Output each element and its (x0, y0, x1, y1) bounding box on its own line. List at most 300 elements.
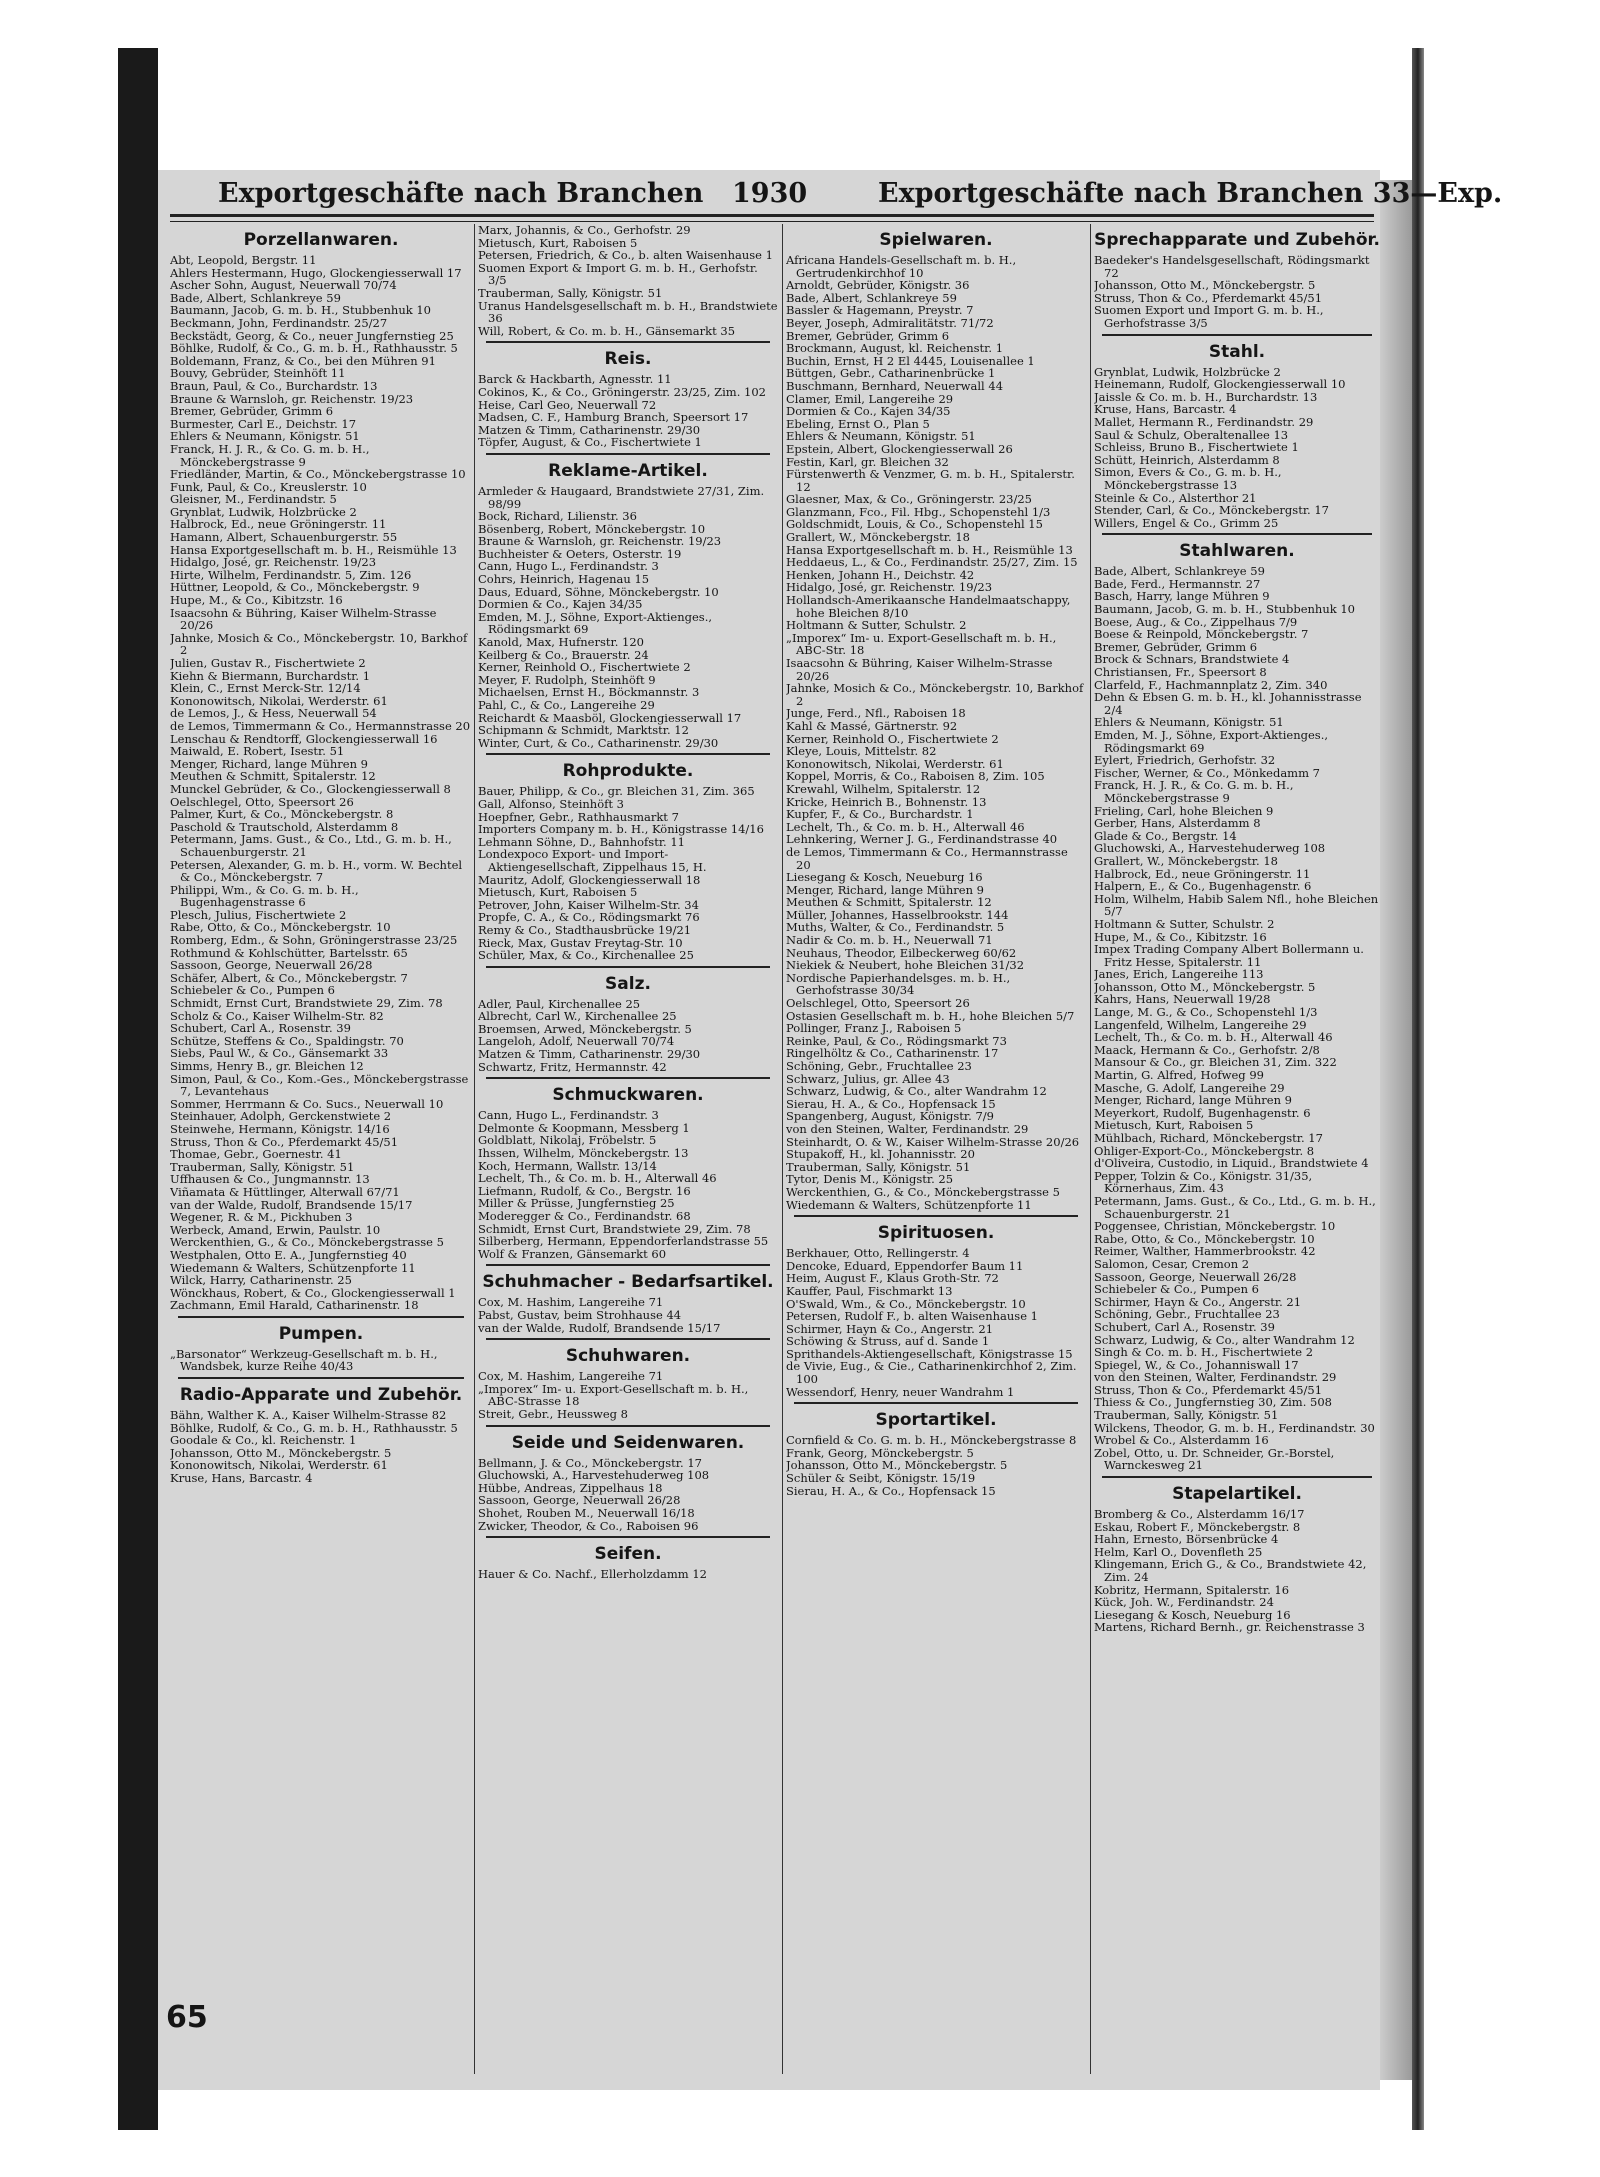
section-rule (486, 1536, 770, 1538)
section-rule (486, 1264, 770, 1266)
directory-entry: Werbeck, Amand, Erwin, Paulstr. 10 (170, 1222, 381, 1237)
directory-entry: Hoepfner, Gebr., Rathhausmarkt 7 (478, 809, 679, 824)
directory-entry: Ebeling, Ernst O., Plan 5 (786, 416, 930, 431)
directory-entry: Buschmann, Bernhard, Neuerwall 44 (786, 378, 1004, 393)
directory-entry: Schubert, Carl A., Rosenstr. 39 (1094, 1319, 1275, 1334)
directory-entry: Isaacsohn & Bühring, Kaiser Wilhelm-Strasse 20/26 (170, 605, 437, 633)
section-rule (794, 1402, 1078, 1404)
directory-entry: Büttgen, Gebr., Catharinenbrücke 1 (786, 366, 996, 381)
directory-entry: Mauritz, Adolf, Glockengiesserwall 18 (478, 872, 701, 887)
directory-entry: Emden, M. J., Söhne, Export-Aktienges., Rödingsmarkt 69 (1094, 728, 1329, 755)
directory-entry: Hansa Exportgesellschaft m. b. H., Reismühle 13 (786, 542, 1073, 557)
directory-entry: Eylert, Friedrich, Gerhofstr. 32 (1094, 753, 1276, 768)
directory-entry: Liesegang & Kosch, Neueburg 16 (1094, 1607, 1291, 1622)
directory-entry: Beckstädt, Georg, & Co., neuer Jungfernstieg 25 (170, 328, 454, 343)
directory-entry: Grynblat, Ludwik, Holzbrücke 2 (1094, 364, 1281, 379)
section-rule (486, 1338, 770, 1340)
directory-entry: Ihssen, Wilhelm, Mönckebergstr. 13 (478, 1146, 689, 1161)
directory-entry: Kruse, Hans, Barcastr. 4 (170, 1471, 313, 1486)
directory-entry: Kricke, Heinrich B., Bohnenstr. 13 (786, 794, 987, 809)
directory-entry: Kanold, Max, Hufnerstr. 120 (478, 635, 644, 650)
directory-entry: Eskau, Robert F., Mönckebergstr. 8 (1094, 1519, 1301, 1534)
directory-entry: Schirmer, Hayn & Co., Angerstr. 21 (1094, 1294, 1302, 1309)
column-4 (1094, 224, 1380, 2084)
directory-entry: Fürstenwerth & Venzmer, G. m. b. H., Spitalerstr. 12 (786, 467, 1075, 494)
directory-entry: Meyerkort, Rudolf, Bugenhagenstr. 6 (1094, 1105, 1311, 1120)
directory-entry: Reimer, Walther, Hammerbrookstr. 42 (1094, 1244, 1316, 1259)
directory-entry: Londexpoco Export- und Import-Aktiengesellschaft, Zippelhaus 15, H. (478, 847, 707, 874)
section-title: Stapelartikel. (1172, 1484, 1302, 1505)
directory-entry: Glade & Co., Bergstr. 14 (1094, 828, 1237, 843)
directory-entry: Bähn, Walther K. A., Kaiser Wilhelm-Strasse 82 (170, 1408, 447, 1423)
directory-entry: Brock & Schnars, Brandstwiete 4 (1094, 652, 1290, 667)
directory-entry: Bade, Ferd., Hermannstr. 27 (1094, 576, 1261, 591)
directory-entry: Clarfeld, F., Hachmannplatz 2, Zim. 340 (1094, 677, 1328, 692)
directory-entry: Stender, Carl, & Co., Mönckebergstr. 17 (1094, 503, 1329, 518)
directory-entry: Wolf & Franzen, Gänsemarkt 60 (478, 1246, 667, 1261)
directory-entry: Steinhardt, O. & W., Kaiser Wilhelm-Strasse 20/26 (786, 1134, 1080, 1149)
directory-entry: Lange, M. G., & Co., Schopenstehl 1/3 (1094, 1005, 1318, 1020)
directory-entry: Klein, C., Ernst Merck-Str. 12/14 (170, 681, 361, 696)
directory-entry: Struss, Thon & Co., Pferdemarkt 45/51 (1094, 290, 1323, 305)
directory-entry: Beckmann, John, Ferdinandstr. 25/27 (170, 315, 388, 330)
directory-entry: Gerber, Hans, Alsterdamm 8 (1094, 816, 1261, 831)
directory-entry: Julien, Gustav R., Fischertwiete 2 (170, 656, 366, 670)
directory-entry: Schirmer, Hayn & Co., Angerstr. 21 (786, 1321, 994, 1336)
directory-entry: Janes, Erich, Langereihe 113 (1094, 967, 1264, 982)
header-right-title: Exportgeschäfte nach Branchen 33—Exp. (878, 178, 1503, 209)
directory-entry: Tytor, Denis M., Königstr. 25 (786, 1172, 954, 1187)
directory-entry: O'Swald, Wm., & Co., Mönckebergstr. 10 (786, 1296, 1026, 1311)
header-rule (170, 214, 1374, 222)
section-title: Porzellanwaren. (243, 230, 399, 250)
directory-entry: Lehnkering, Werner J. G., Ferdinandstrasse 40 (786, 832, 1058, 847)
directory-entry: Poggensee, Christian, Mönckebergstr. 10 (1094, 1219, 1336, 1234)
directory-entry: Gleisner, M., Ferdinandstr. 5 (170, 492, 337, 507)
section-title: Pumpen. (278, 1323, 364, 1344)
directory-entry: Bade, Albert, Schlankreye 59 (786, 290, 957, 305)
directory-entry: Johansson, Otto M., Mönckebergstr. 5 (1094, 278, 1316, 293)
column-1 (170, 224, 472, 2084)
directory-entry: Henken, Johann H., Deichstr. 42 (786, 567, 975, 582)
directory-entry: Lechelt, Th., & Co. m. b. H., Alterwall 46 (478, 1171, 717, 1186)
directory-entry: Sprithandels-Aktiengesellschaft, Königstrasse 15 (786, 1346, 1073, 1361)
directory-entry: Schütt, Heinrich, Alsterdamm 8 (1094, 452, 1280, 467)
directory-entry: Bellmann, J. & Co., Mönckebergstr. 17 (478, 1455, 702, 1470)
directory-entry: Trauberman, Sally, Königstr. 51 (170, 1159, 355, 1174)
directory-entry: Christiansen, Fr., Speersort 8 (1094, 665, 1267, 680)
directory-entry: Meuthen & Schmitt, Spitalerstr. 12 (786, 895, 992, 910)
directory-entry: Wilckens, Theodor, G. m. b. H., Ferdinandstr. 30 (1094, 1420, 1375, 1435)
directory-entry: Schöning, Gebr., Fruchtallee 23 (786, 1059, 972, 1073)
directory-entry: Spiegel, W., & Co., Johanniswall 17 (1094, 1357, 1299, 1372)
directory-entry: Muths, Walter, & Co., Ferdinandstr. 5 (786, 920, 1005, 935)
directory-entry: Bade, Albert, Schlankreye 59 (1094, 564, 1265, 579)
directory-entry: Silberberg, Hermann, Eppendorferlandstrasse 55 (478, 1234, 769, 1249)
section-title: Schuhmacher - Bedarfsartikel. (482, 1272, 774, 1293)
directory-entry: Viñamata & Hüttlinger, Alterwall 67/71 (170, 1184, 400, 1199)
directory-entry: Junge, Ferd., Nfl., Raboisen 18 (786, 706, 966, 721)
header-left-title: Exportgeschäfte nach Branchen (218, 178, 704, 209)
section-rule (486, 966, 770, 968)
directory-entry: Langenfeld, Wilhelm, Langereihe 29 (1094, 1017, 1307, 1032)
directory-entry: Wessendorf, Henry, neuer Wandrahm 1 (786, 1384, 1015, 1399)
section-title: Salz. (605, 973, 651, 994)
scan-binding-shadow (118, 48, 158, 2130)
directory-entry: Ehlers & Neumann, Königstr. 51 (786, 429, 976, 444)
directory-entry: Trauberman, Sally, Königstr. 51 (1094, 1408, 1279, 1423)
directory-entry: Oelschlegel, Otto, Speersort 26 (786, 996, 970, 1011)
section-rule (1102, 533, 1372, 535)
section-title: Sportartikel. (875, 1410, 997, 1431)
directory-entry: Hidalgo, José, gr. Reichenstr. 19/23 (170, 555, 377, 570)
directory-entry: Bösenberg, Robert, Mönckebergstr. 10 (478, 521, 706, 536)
directory-entry: Palmer, Kurt, & Co., Mönckebergstr. 8 (170, 807, 394, 822)
directory-entry: Hauer & Co. Nachf., Ellerholzdamm 12 (478, 1567, 707, 1582)
directory-entry: Philippi, Wm., & Co. G. m. b. H., Bugenhagenstrasse 6 (170, 882, 359, 910)
directory-entry: Heddaeus, L., & Co., Ferdinandstr. 25/27, Zim. 15 (786, 555, 1078, 570)
directory-entry: Burmester, Carl E., Deichstr. 17 (170, 416, 357, 431)
directory-entry: Michaelsen, Ernst H., Böckmannstr. 3 (478, 685, 700, 700)
directory-entry: Kauffer, Paul, Fischmarkt 13 (786, 1283, 953, 1298)
directory-entry: Plesch, Julius, Fischertwiete 2 (170, 907, 347, 922)
section-rule (1102, 334, 1372, 336)
directory-entry: Franck, H. J. R., & Co. G. m. b. H., Mönckebergstrasse 9 (1094, 778, 1294, 805)
directory-entry: Mansour & Co., gr. Bleichen 31, Zim. 322 (1094, 1055, 1337, 1070)
directory-entry: Buchheister & Oeters, Osterstr. 19 (478, 546, 682, 561)
directory-entry: von den Steinen, Walter, Ferdinandstr. 29 (786, 1121, 1029, 1136)
directory-page (158, 170, 1503, 2090)
directory-entry: Sassoon, George, Neuerwall 26/28 (1094, 1269, 1297, 1284)
directory-entry: Mietusch, Kurt, Raboisen 5 (1094, 1118, 1254, 1133)
section-rule (178, 1316, 464, 1318)
section-rule (178, 1377, 464, 1379)
directory-entry: Wiedemann & Walters, Schützenpforte 11 (786, 1197, 1032, 1212)
directory-entry: Hollandsch-Amerikaansche Handelmaatschappy, hohe Bleichen 8/10 (786, 593, 1071, 620)
directory-entry: Holtmann & Sutter, Schulstr. 2 (1094, 916, 1275, 931)
directory-entry: Mühlbach, Richard, Mönckebergstr. 17 (1094, 1131, 1323, 1145)
directory-entry: Goldschmidt, Louis, & Co., Schopenstehl 15 (786, 517, 1043, 532)
directory-entry: Schwarz, Ludwig, & Co., alter Wandrahm 12 (786, 1084, 1047, 1099)
directory-entry: Petrover, John, Kaiser Wilhelm-Str. 34 (478, 897, 699, 912)
directory-entry: Hahn, Ernesto, Börsenbrücke 4 (1094, 1532, 1279, 1547)
directory-entry: Johansson, Otto M., Mönckebergstr. 5 (786, 1458, 1008, 1473)
directory-entry: Trauberman, Sally, Königstr. 51 (786, 1159, 971, 1174)
directory-entry: Simon, Paul, & Co., Kom.-Ges., Mönckebergstrasse 7, Levantehaus (170, 1071, 469, 1099)
directory-entry: Dormien & Co., Kajen 34/35 (786, 404, 951, 419)
directory-entry: Heim, August F., Klaus Groth-Str. 72 (786, 1271, 999, 1286)
directory-entry: Koppel, Morris, & Co., Raboisen 8, Zim. 105 (786, 769, 1045, 784)
directory-entry: Steinle & Co., Alsterthor 21 (1094, 490, 1257, 505)
directory-entry: Bade, Albert, Schlankreye 59 (170, 290, 341, 305)
directory-entry: Paschold & Trautschold, Alsterdamm 8 (170, 819, 399, 834)
directory-entry: Ahlers Hestermann, Hugo, Glockengiesserwall 17 (170, 265, 462, 280)
directory-entry: Grallert, W., Mönckebergstr. 18 (1094, 853, 1278, 868)
directory-entry: Lenschau & Rendtorff, Glockengiesserwall 16 (170, 731, 438, 746)
directory-entry: Krewahl, Wilhelm, Spitalerstr. 12 (786, 781, 981, 796)
directory-entry: Ehlers & Neumann, Königstr. 51 (170, 429, 360, 444)
directory-entry: Willers, Engel & Co., Grimm 25 (1094, 515, 1279, 530)
directory-entry: Frieling, Carl, hohe Bleichen 9 (1094, 803, 1274, 818)
directory-entry: Zachmann, Emil Harald, Catharinenstr. 18 (170, 1298, 419, 1313)
section-rule (486, 1077, 770, 1079)
directory-entry: Pahl, C., & Co., Langereihe 29 (478, 698, 655, 712)
header-year: 1930 (732, 178, 808, 209)
directory-entry: Singh & Co. m. b. H., Fischertwiete 2 (1094, 1345, 1314, 1360)
section-title: Sprechapparate und Zubehör. (1094, 230, 1380, 250)
directory-entry: Schütze, Steffens & Co., Spaldingstr. 70 (170, 1033, 404, 1048)
directory-entry: Salomon, Cesar, Cremon 2 (1094, 1256, 1250, 1271)
directory-entry: Bremer, Gebrüder, Grimm 6 (170, 404, 334, 419)
directory-entry: Bremer, Gebrüder, Grimm 6 (786, 328, 950, 343)
directory-entry: Müller, Johannes, Hasselbrookstr. 144 (786, 907, 1009, 922)
directory-entry: Wegener, R. & M., Pickhuben 3 (170, 1210, 353, 1225)
section-rule (486, 1425, 770, 1427)
directory-entry: Westphalen, Otto E. A., Jungfernstieg 40 (170, 1247, 407, 1262)
directory-entry: Thiess & Co., Jungfernstieg 30, Zim. 508 (1094, 1395, 1332, 1410)
directory-entry: Suomen Export & Import G. m. b. H., Gerhofstr. 3/5 (478, 260, 758, 288)
directory-entry: Sierau, H. A., & Co., Hopfensack 15 (786, 1096, 996, 1111)
directory-entry: Ringelhöltz & Co., Catharinenstr. 17 (786, 1046, 999, 1061)
directory-entry: Hupe, M., & Co., Kibitzstr. 16 (1094, 929, 1267, 944)
directory-entry: Marx, Johannis, & Co., Gerhofstr. 29 (478, 224, 691, 237)
directory-entry: Kononowitsch, Nikolai, Werderstr. 61 (786, 756, 1004, 771)
directory-entry: Klingemann, Erich G., & Co., Brandstwiete 42, Zim. 24 (1094, 1557, 1367, 1584)
directory-entry: Buchin, Ernst, H 2 El 4445, Louisenallee 1 (786, 353, 1035, 368)
directory-entry: Cokinos, K., & Co., Gröningerstr. 23/25, Zim. 102 (478, 384, 766, 399)
section-rule (486, 753, 770, 755)
directory-entry: Siebs, Paul W., & Co., Gänsemarkt 33 (170, 1046, 389, 1061)
directory-entry: Gall, Alfonso, Steinhöft 3 (478, 796, 624, 811)
directory-entry: Rothmund & Kohlschütter, Bartelsstr. 65 (170, 945, 408, 960)
directory-entry: Schleiss, Bruno B., Fischertwiete 1 (1094, 440, 1299, 455)
section-title: Radio-Apparate und Zubehör. (179, 1385, 463, 1406)
directory-entry: Hupe, M., & Co., Kibitzstr. 16 (170, 593, 343, 608)
directory-entry: Lehmann Söhne, D., Bahnhofstr. 11 (478, 834, 685, 849)
directory-entry: Halbrock, Ed., neue Gröningerstr. 11 (170, 517, 387, 532)
directory-entry: Halbrock, Ed., neue Gröningerstr. 11 (1094, 866, 1311, 881)
directory-entry: Sassoon, George, Neuerwall 26/28 (170, 958, 373, 973)
directory-entry: Pabst, Gustav, beim Strohhause 44 (478, 1307, 682, 1322)
directory-entry: Martens, Richard Bernh., gr. Reichenstrasse 3 (1094, 1620, 1365, 1635)
directory-entry: Cox, M. Hashim, Langereihe 71 (478, 1369, 664, 1384)
directory-entry: Berkhauer, Otto, Rellingerstr. 4 (786, 1246, 970, 1261)
directory-entry: Emden, M. J., Söhne, Export-Aktienges., Rödingsmarkt 69 (478, 609, 713, 637)
directory-entry: Gluchowski, A., Harvestehuderweg 108 (1094, 841, 1326, 856)
directory-entry: de Lemos, J., & Hess, Neuerwall 54 (170, 706, 377, 721)
directory-entry: Jahnke, Mosich & Co., Mönckebergstr. 10, Barkhof 2 (786, 681, 1084, 708)
directory-entry: Nordische Papierhandelsges. m. b. H., Gerhofstrasse 30/34 (786, 970, 1011, 998)
directory-entry: de Lemos, Timmermann & Co., Hermannstrasse 20 (786, 844, 1068, 872)
scan-right-edge (1412, 48, 1424, 2130)
directory-entry: Mallet, Hermann R., Ferdinandstr. 29 (1094, 414, 1314, 429)
directory-entry: Lechelt, Th., & Co. m. b. H., Alterwall 46 (1094, 1030, 1333, 1045)
directory-entry: Kobritz, Hermann, Spitalerstr. 16 (1094, 1582, 1290, 1597)
directory-entry: Masche, G. Adolf, Langereihe 29 (1094, 1080, 1285, 1095)
directory-entry: Schüler & Seibt, Königstr. 15/19 (786, 1471, 976, 1486)
directory-entry: Kupfer, F., & Co., Burchardstr. 1 (786, 807, 974, 822)
directory-entry: Franck, H. J. R., & Co. G. m. b. H., Mönckebergstrasse 9 (170, 441, 370, 469)
directory-entry: Sommer, Herrmann & Co. Sucs., Neuerwall 10 (170, 1096, 444, 1111)
section-rule (1102, 1476, 1372, 1478)
directory-entry: Werckenthien, G., & Co., Mönckebergstrasse 5 (170, 1235, 444, 1250)
section-title: Spirituosen. (877, 1223, 995, 1244)
directory-entry: „Barsonator“ Werkzeug-Gesellschaft m. b. H., Wandsbek, kurze Reihe 40/43 (170, 1346, 438, 1374)
directory-entry: Shohet, Rouben M., Neuerwall 16/18 (478, 1505, 695, 1520)
directory-entry: Kerner, Reinhold O., Fischertwiete 2 (478, 660, 691, 675)
directory-entry: Miller & Prüsse, Jungfernstieg 25 (478, 1196, 675, 1211)
directory-entry: Pepper, Tolzin & Co., Königstr. 31/35, Körnerhaus, Zim. 43 (1094, 1168, 1313, 1196)
directory-entry: Bouvy, Gebrüder, Steinhöft 11 (170, 366, 346, 381)
directory-entry: Trauberman, Sally, Königstr. 51 (478, 285, 663, 300)
directory-entry: Oelschlegel, Otto, Speersort 26 (170, 794, 354, 809)
directory-entry: Pollinger, Franz J., Raboisen 5 (786, 1021, 962, 1036)
directory-entry: Cornfield & Co. G. m. b. H., Mönckebergstrasse 8 (786, 1433, 1077, 1448)
directory-entry: Schiebeler & Co., Pumpen 6 (170, 983, 335, 998)
directory-entry: Propfe, C. A., & Co., Rödingsmarkt 76 (478, 910, 700, 925)
directory-entry: Baumann, Jacob, G. m. b. H., Stubbenhuk 10 (1094, 602, 1355, 617)
directory-entry: Zwicker, Theodor, & Co., Raboisen 96 (478, 1518, 699, 1533)
directory-entry: Steinhauer, Adolph, Gerckenstwiete 2 (170, 1109, 392, 1124)
directory-entry: Johansson, Otto M., Mönckebergstr. 5 (170, 1445, 392, 1460)
directory-entry: Daus, Eduard, Söhne, Mönckebergstr. 10 (478, 584, 719, 599)
directory-entry: Schiebeler & Co., Pumpen 6 (1094, 1282, 1259, 1297)
directory-entry: Boese, Aug., & Co., Zippelhaus 7/9 (1094, 614, 1298, 629)
section-title: Seifen. (594, 1544, 662, 1565)
directory-entry: Johansson, Otto M., Mönckebergstr. 5 (1094, 979, 1316, 994)
directory-entry: Braun, Paul, & Co., Burchardstr. 13 (170, 378, 378, 393)
directory-entry: Cohrs, Heinrich, Hagenau 15 (478, 572, 650, 587)
column-divider (474, 224, 475, 2074)
directory-entry: Schwartz, Fritz, Hermannstr. 42 (478, 1059, 667, 1074)
directory-entry: Steinwehe, Hermann, Königstr. 14/16 (170, 1121, 390, 1136)
directory-entry: Bromberg & Co., Alsterdamm 16/17 (1094, 1507, 1305, 1522)
directory-entry: Epstein, Albert, Glockengiesserwall 26 (786, 441, 1013, 456)
directory-entry: Broemsen, Arwed, Mönckebergstr. 5 (478, 1021, 692, 1036)
directory-entry: Bremer, Gebrüder, Grimm 6 (1094, 639, 1258, 654)
directory-entry: Gluchowski, A., Harvestehuderweg 108 (478, 1468, 710, 1483)
directory-entry: Uffhausen & Co., Jungmannstr. 13 (170, 1172, 370, 1187)
directory-entry: Koch, Hermann, Wallstr. 13/14 (478, 1158, 657, 1173)
directory-entry: Wrobel & Co., Alsterdamm 16 (1094, 1433, 1269, 1448)
directory-entry: Africana Handels-Gesellschaft m. b. H., Gertrudenkirchhof 10 (786, 253, 1017, 280)
section-title: Rohprodukte. (562, 761, 694, 782)
directory-entry: Madsen, C. F., Hamburg Branch, Speersort 17 (478, 410, 749, 425)
directory-entry: Heise, Carl Geo, Neuerwall 72 (478, 397, 657, 412)
directory-entry: Matzen & Timm, Catharinenstr. 29/30 (478, 1047, 701, 1062)
page-header (158, 170, 1503, 214)
directory-entry: Hübbe, Andreas, Zippelhaus 18 (478, 1480, 663, 1495)
directory-entry: Arnoldt, Gebrüder, Königstr. 36 (786, 278, 970, 293)
directory-entry: Sierau, H. A., & Co., Hopfensack 15 (786, 1483, 996, 1498)
directory-entry: Petersen, Rudolf F., b. alten Waisenhause 1 (786, 1309, 1038, 1324)
directory-entry: d'Oliveira, Custodio, in Liquid., Brandstwiete 4 (1094, 1156, 1369, 1171)
directory-entry: Baumann, Jacob, G. m. b. H., Stubbenhuk 10 (170, 303, 431, 318)
directory-entry: Menger, Richard, lange Mühren 9 (786, 882, 984, 897)
directory-entry: Brockmann, August, kl. Reichenstr. 1 (786, 341, 1004, 356)
directory-entry: Struss, Thon & Co., Pferdemarkt 45/51 (1094, 1382, 1323, 1397)
directory-entry: Friedländer, Martin, & Co., Mönckebergstrasse 10 (170, 467, 466, 482)
directory-entry: van der Walde, Rudolf, Brandsende 15/17 (170, 1197, 413, 1212)
directory-entry: Niekiek & Neubert, hohe Bleichen 31/32 (786, 958, 1025, 973)
directory-entry: Zobel, Otto, u. Dr. Schneider, Gr.-Borstel, Warnckesweg 21 (1094, 1445, 1335, 1473)
directory-entry: Schäfer, Albert, & Co., Mönckebergstr. 7 (170, 970, 408, 985)
directory-entry: Rabe, Otto, & Co., Mönckebergstr. 10 (1094, 1231, 1315, 1246)
directory-entry: Schipmann & Schmidt, Marktstr. 12 (478, 723, 689, 738)
directory-entry: Braune & Warnsloh, gr. Reichenstr. 19/23 (170, 391, 414, 406)
directory-entry: „Imporex“ Im- u. Export-Gesellschaft m. b. H., ABC-Str. 18 (786, 630, 1057, 658)
column-divider (782, 224, 783, 2074)
directory-entry: Frank, Georg, Mönckebergstr. 5 (786, 1445, 974, 1460)
directory-entry: Hansa Exportgesellschaft m. b. H., Reismühle 13 (170, 542, 457, 557)
directory-entry: Romberg, Edm., & Sohn, Gröningerstrasse 23/25 (170, 933, 458, 948)
directory-entry: Maack, Hermann & Co., Gerhofstr. 2/8 (1094, 1042, 1320, 1057)
directory-entry: Rabe, Otto, & Co., Mönckebergstr. 10 (170, 920, 391, 935)
directory-entry: Schmidt, Ernst Curt, Brandstwiete 29, Zim. 78 (170, 996, 443, 1011)
directory-entry: Liefmann, Rudolf, & Co., Bergstr. 16 (478, 1183, 691, 1198)
directory-entry: Grallert, W., Mönckebergstr. 18 (786, 530, 970, 545)
directory-entry: Dencoke, Eduard, Eppendorfer Baum 11 (786, 1258, 1024, 1273)
directory-entry: Jaissle & Co. m. b. H., Burchardstr. 13 (1094, 389, 1318, 404)
directory-entry: de Vivie, Eug., & Cie., Catharinenkirchhof 2, Zim. 100 (786, 1359, 1077, 1387)
directory-entry: Stupakoff, H., kl. Johannisstr. 20 (786, 1147, 975, 1162)
directory-entry: Wilck, Harry, Catharinenstr. 25 (170, 1273, 352, 1288)
directory-entry: Glanzmann, Fco., Fil. Hbg., Schopenstehl 1/3 (786, 504, 1051, 519)
column-2 (478, 224, 778, 2084)
directory-entry: Liesegang & Kosch, Neueburg 16 (786, 870, 983, 885)
directory-entry: Helm, Karl O., Dovenfleth 25 (1094, 1544, 1263, 1559)
column-divider (1090, 224, 1091, 2074)
directory-entry: Sassoon, George, Neuerwall 26/28 (478, 1493, 681, 1508)
directory-entry: Werckenthien, G., & Co., Mönckebergstrasse 5 (786, 1184, 1060, 1199)
directory-entry: Petermann, Jams. Gust., & Co., Ltd., G. m. b. H., Schauenburgerstr. 21 (1094, 1193, 1376, 1221)
directory-entry: Cann, Hugo L., Ferdinandstr. 3 (478, 1108, 659, 1123)
directory-entry: Impex Trading Company Albert Bollermann u. Fritz Hesse, Spitalerstr. 11 (1094, 942, 1364, 969)
directory-entry: Petersen, Friedrich, & Co., b. alten Waisenhause 1 (478, 248, 773, 263)
directory-entry: Kononowitsch, Nikolai, Werderstr. 61 (170, 693, 388, 708)
directory-entry: Festin, Karl, gr. Bleichen 32 (786, 454, 949, 469)
directory-entry: Holtmann & Sutter, Schulstr. 2 (786, 618, 967, 633)
directory-entry: Bock, Richard, Lilienstr. 36 (478, 509, 637, 524)
directory-entry: Simon, Evers & Co., G. m. b. H., Mönckebergstrasse 13 (1094, 465, 1282, 492)
directory-entry: Schwarz, Ludwig, & Co., alter Wandrahm 12 (1094, 1332, 1355, 1347)
directory-entry: Cann, Hugo L., Ferdinandstr. 3 (478, 559, 659, 574)
directory-entry: Wönckhaus, Robert, & Co., Glockengiesserwall 1 (170, 1285, 456, 1300)
directory-entry: Remy & Co., Stadthausbrücke 19/21 (478, 922, 692, 937)
directory-entry: Hüttner, Leopold, & Co., Mönckebergstr. 9 (170, 580, 420, 595)
directory-entry: Menger, Richard, lange Mühren 9 (1094, 1093, 1292, 1108)
directory-entry: Ascher Sohn, August, Neuerwall 70/74 (170, 278, 397, 293)
directory-entry: Kerner, Reinhold O., Fischertwiete 2 (786, 731, 999, 746)
directory-entry: Barck & Hackbarth, Agnesstr. 11 (478, 372, 672, 387)
directory-entry: Kononowitsch, Nikolai, Werderstr. 61 (170, 1458, 388, 1473)
directory-entry: Mietusch, Kurt, Raboisen 5 (478, 885, 638, 900)
directory-entry: Petermann, Jams. Gust., & Co., Ltd., G. m. b. H., Schauenburgerstr. 21 (170, 832, 452, 859)
directory-entry: Schmidt, Ernst Curt, Brandstwiete 29, Zim. 78 (478, 1221, 751, 1236)
directory-entry: Schöning, Gebr., Fruchtallee 23 (1094, 1307, 1280, 1322)
directory-entry: de Lemos, Timmermann & Co., Hermannstrasse 20 (170, 718, 471, 733)
directory-entry: Delmonte & Koopmann, Messberg 1 (478, 1120, 690, 1135)
directory-entry: Thomae, Gebr., Goernestr. 41 (170, 1147, 342, 1162)
directory-entry: Hidalgo, José, gr. Reichenstr. 19/23 (786, 580, 993, 595)
section-title: Reklame-Artikel. (548, 460, 708, 481)
directory-entry: Munckel Gebrüder, & Co., Glockengiesserwall 8 (170, 781, 451, 796)
directory-entry: Böhlke, Rudolf, & Co., G. m. b. H., Rathhausstr. 5 (170, 1420, 458, 1435)
directory-entry: Menger, Richard, lange Mühren 9 (170, 756, 368, 771)
directory-entry: Maiwald, E. Robert, Isestr. 51 (170, 744, 345, 759)
directory-entry: Boldemann, Franz, & Co., bei den Mühren 91 (170, 353, 436, 368)
directory-entry: Fischer, Werner, & Co., Mönkedamm 7 (1094, 765, 1320, 780)
